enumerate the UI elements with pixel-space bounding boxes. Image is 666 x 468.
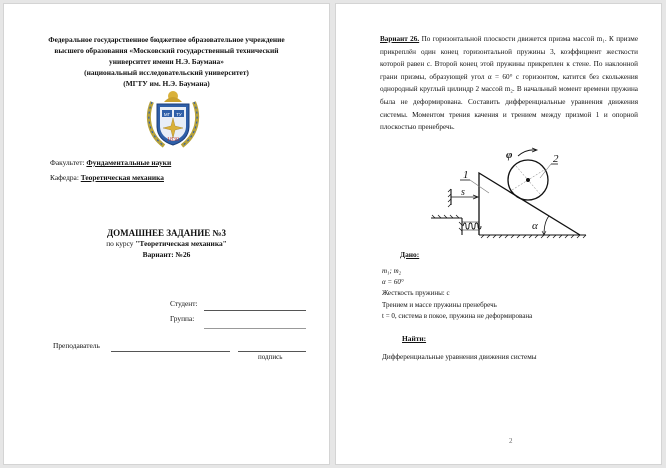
header-line: Федеральное государственное бюджетное образовательное учреждение (48, 35, 285, 44)
page-1 (4, 4, 329, 464)
svg-text:ТУ: ТУ (176, 112, 182, 117)
problem-text: По горизонтальной плоскости движется призма массой m₁. К призме прикреплён один конец горизонтальной пружины 3, коэффициент жесткости которой равен с. Второй конец этой пружины прикреплен к стене. По наклонной грани призмы, образующей угол α = 60° с горизонтом, катится без скольжения однородный круглый цилиндр 2 массой m₂. В начальный момент времени пружина была не деформирована. Составить дифференциальные уравнения движения системы. Моментом трения качения и трением между призмой 1 и опорной плоскостью пренебречь. (380, 35, 639, 132)
faculty-value: Фундаментальные науки (86, 158, 172, 167)
given-item: t = 0, система в покое, пружина не деформирована (382, 311, 533, 320)
signature-caption: подпись (258, 353, 283, 361)
department-label: Кафедра: (50, 173, 79, 182)
student-label: Студент: (170, 299, 198, 308)
given-item: Трением и массе пружины пренебречь (382, 300, 497, 309)
teacher-name-line (111, 351, 230, 352)
header-line: (национальный исследовательский университет) (84, 68, 249, 77)
institution-header (4, 34, 329, 89)
department-value: Теоретическая механика (80, 173, 164, 182)
label-phi: φ (506, 149, 513, 161)
faculty-label: Факультет: (50, 158, 85, 167)
label-2: 2 (553, 153, 559, 165)
variant-line: Вариант: №26 (142, 250, 191, 259)
given-item: Жесткость пружины: с (382, 289, 450, 298)
find-text: Дифференциальные уравнения движения системы (382, 353, 537, 361)
given-list (382, 266, 532, 322)
header-line: (МГТУ им. Н.Э. Баумана) (123, 79, 210, 88)
find-heading: Найти: (402, 334, 427, 343)
given-item: m₁; m₂ (382, 267, 402, 275)
document-title: ДОМАШНЕЕ ЗАДАНИЕ №3 (106, 228, 227, 238)
course-prefix: по курсу (106, 239, 136, 248)
student-signature-line (204, 310, 306, 311)
header-line: университет имени Н.Э. Баумана» (109, 57, 224, 66)
given-heading: Дано: (400, 250, 420, 259)
label-1: 1 (463, 169, 469, 181)
teacher-label: Преподаватель (53, 341, 100, 350)
label-s: s (461, 187, 465, 198)
faculty-field (50, 158, 171, 167)
problem-statement (380, 33, 638, 134)
svg-text:МГ: МГ (163, 112, 171, 117)
label-alpha: α (532, 220, 538, 232)
course-line (4, 239, 329, 248)
svg-text:1830: 1830 (167, 137, 179, 143)
teacher-signature-line (238, 351, 306, 352)
group-line (204, 328, 306, 329)
group-label: Группа: (170, 314, 195, 323)
department-field (50, 173, 164, 182)
mechanism-diagram (426, 142, 596, 242)
course-name: "Теоретическая механика" (135, 239, 227, 248)
university-emblem-icon (144, 88, 202, 150)
page-2 (336, 4, 661, 464)
variant-label: Вариант 26. (380, 35, 420, 43)
header-line: высшего образования «Московский государственный технический (54, 46, 279, 55)
given-item: α = 60° (382, 278, 404, 287)
page-number: 2 (509, 437, 513, 445)
